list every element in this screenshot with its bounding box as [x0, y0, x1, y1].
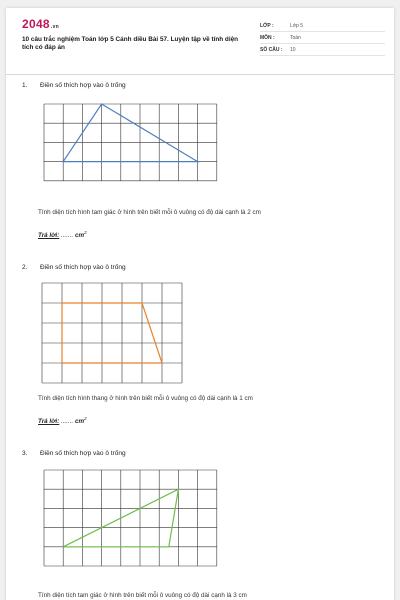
answer-blank[interactable]: ....... — [59, 232, 76, 240]
grid-lines — [44, 104, 217, 181]
question-1-prompt: Điền số thích hợp vào ô trống — [40, 82, 126, 89]
answer-label: Trả lời: — [38, 418, 60, 426]
triangle-shape — [63, 104, 197, 162]
question-2-prompt: Điền số thích hợp vào ô trống — [40, 264, 126, 271]
logo-suffix: .vn — [50, 24, 60, 30]
page-title: 10 câu trắc nghiệm Toán lớp 5 Cánh diều Bài 57. Luyện tập về tính diện tích có đáp án — [22, 36, 239, 51]
answer-unit-exponent: 2 — [84, 230, 87, 235]
site-logo[interactable] — [22, 17, 59, 31]
grid-lines — [42, 283, 182, 383]
answer-unit: cm — [75, 418, 85, 426]
answer-unit-exponent: 2 — [84, 416, 87, 421]
question-2-number: 2. — [22, 264, 28, 271]
meta-value: Toán — [290, 34, 301, 41]
meta-key: SỐ CÂU : — [260, 46, 283, 53]
question-1-description: Tính diện tích hình tam giác ở hình trên biết mỗi ô vuông có độ dài cạnh là 2 cm — [38, 209, 261, 216]
logo-text: 2048 — [22, 17, 50, 31]
question-3-prompt: Điền số thích hợp vào ô trống — [40, 450, 126, 457]
trapezoid-shape — [62, 303, 162, 363]
meta-row-count — [260, 44, 385, 56]
worksheet-page — [6, 8, 394, 600]
meta-key: MÔN : — [260, 34, 275, 41]
grid-lines — [44, 470, 217, 566]
question-3-description: Tính diện tích tam giác ở hình trên biết mỗi ô vuông có độ dài cạnh là 3 cm — [38, 592, 247, 599]
question-2-grid-figure — [42, 283, 187, 383]
question-1-grid-figure — [44, 104, 219, 184]
meta-value: Lớp 5 — [290, 22, 304, 29]
meta-key: LỚP : — [260, 22, 274, 29]
question-1-answer[interactable] — [38, 230, 87, 239]
answer-blank[interactable]: ....... — [59, 418, 76, 426]
meta-value: 10 — [290, 46, 296, 53]
answer-unit: cm — [75, 232, 85, 240]
question-3-grid-figure — [44, 470, 219, 570]
question-3-number: 3. — [22, 450, 28, 457]
question-2-answer[interactable] — [38, 416, 87, 425]
question-1-number: 1. — [22, 82, 28, 89]
header-divider — [6, 74, 394, 75]
question-2-description: Tính diện tích hình thang ở hình trên biết mỗi ô vuông có độ dài cạnh là 1 cm — [38, 395, 253, 402]
meta-row-subject — [260, 32, 385, 44]
answer-label: Trả lời: — [38, 232, 60, 240]
meta-row-class — [260, 20, 385, 32]
meta-table — [260, 20, 385, 56]
